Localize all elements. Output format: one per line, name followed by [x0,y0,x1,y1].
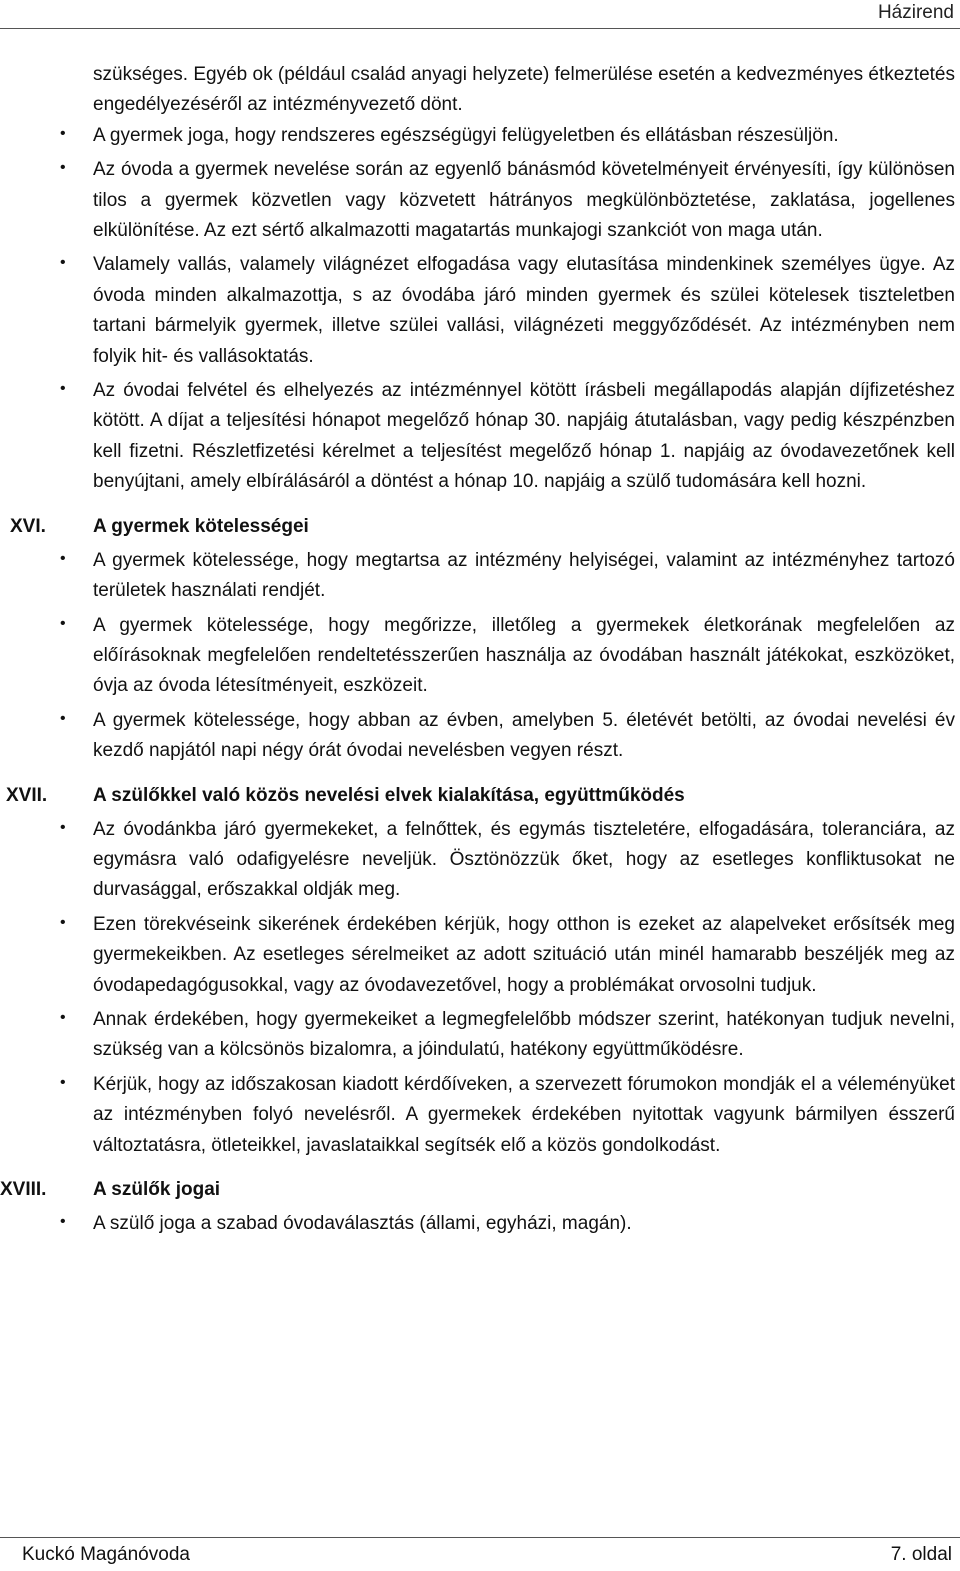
section-heading [10,512,955,542]
list-item-text: Az óvodai felvétel és elhelyezés az intézménnyel kötött írásbeli megállapodás alapján díjfizetéshez kötött. A díjat a teljesítési hónapot megelőző hónap 30. napjáig átutalásban, vagy pedig készpénzben kell fizetni. Részletfizetési kérelmet a teljesítést megelőző hónap 1. napjáig az óvodavezetőnek kell benyújtani, amely elbírálásáról a döntést a hónap 10. napjáig a szülő tudomására kell hozni. [93,380,955,493]
list-item [60,250,955,372]
list-item [60,121,955,151]
section-heading [6,781,955,811]
list-item [60,155,955,246]
intro-paragraph: szükséges. Egyéb ok (például család anyagi helyzete) felmerülése esetén a kedvezményes étkeztetés engedélyezéséről az intézményvezető dönt. [93,64,955,116]
document-body [0,60,955,1243]
list-item-text: Az óvoda a gyermek nevelése során az egyenlő bánásmód követelményeit érvényesíti, így különösen tilos a gyermek közvetlen vagy közvetett hátrányos megkülönböztetése, zaklatása, jogellenes elkülönítése. Az ezt sértő alkalmazotti magatartás munkajogi szankciót von maga után. [93,159,955,242]
list-item [60,1005,955,1066]
bullet-icon: • [60,254,66,272]
bullet-icon: • [60,124,66,142]
section-title: A gyermek kötelességei [93,515,309,537]
bullet-icon: • [60,549,66,567]
bullet-icon: • [60,818,66,836]
list-item-text: Annak érdekében, hogy gyermekeiket a legmegfelelőbb módszer szerint, hatékonyan tudjuk nevelni, szükség van a kölcsönös bizalomra, a jóindulatú, hatékony együttműködésre. [93,1008,955,1061]
list-item-text: Az óvodánkba járó gyermekeket, a felnőttek, és egymás tiszteletére, elfogadására, toleranciára, az egymásra való odafigyelésre neveljük. Ösztönözzük őket, hogy az esetleges konfliktusokat ne durvasággal, erőszakkal oldják meg. [93,818,955,901]
section-xviii [0,1175,955,1239]
list-item-text: A gyermek joga, hogy rendszeres egészségügyi felügyeletben és ellátásban részesüljön. [93,124,839,146]
list-item-text: A gyermek kötelessége, hogy megtartsa az intézmény helyiségei, valamint az intézményhez tartozó területek használati rendjét. [93,549,955,602]
footer-institution-name: Kuckó Magánóvoda [22,1544,190,1565]
section-title: A szülők jogai [93,1179,221,1200]
list-item [60,815,955,906]
list-item-text: A szülő joga a szabad óvodaválasztás (állami, egyházi, magán). [93,1213,632,1234]
footer-page-number: 7. oldal [890,1544,952,1565]
bullet-icon: • [60,1008,66,1026]
list-item [60,1209,955,1239]
header-divider [0,28,960,29]
section-xvi [10,512,955,767]
section-heading [0,1175,955,1205]
list-item [60,611,955,702]
section-xvii [6,781,955,1161]
list-item [60,376,955,498]
section-number: XVI. [10,515,46,537]
page-header-title: Házirend [877,2,954,23]
bullet-icon: • [60,1213,66,1230]
bullet-icon: • [60,709,66,727]
section-title: A szülőkkel való közös nevelési elvek kialakítása, együttműködés [93,784,685,806]
bullet-icon: • [60,159,66,177]
list-item-text: A gyermek kötelessége, hogy abban az évben, amelyben 5. életévét betölti, az óvodai nevelési év kezdő napjától napi négy órát óvodai nevelésben vegyen részt. [93,709,955,762]
section-number: XVIII. [0,1179,47,1200]
list-item [60,546,955,607]
list-item-text: Kérjük, hogy az időszakosan kiadott kérdőíveken, a szervezett fórumokon mondják el a véleményüket az intézményben folyó nevelésről. A gyermekek érdekében nyitottak vagyunk bármilyen ésszerű változtatásra, ötleteikkel, javaslataikkal segítsék elő a közös gondolkodást. [93,1073,955,1156]
list-item-text: A gyermek kötelessége, hogy megőrizze, illetőleg a gyermekek életkorának megfelelően az előírásoknak megfelelően rendeltetésszerűen használja az óvodában használt játékokat, eszközöket, óvja az óvoda létesítményeit, eszközeit. [93,614,955,697]
list-item [60,910,955,1001]
list-item [60,1070,955,1161]
list-item-text: Valamely vallás, valamely világnézet elfogadása vagy elutasítása mindenkinek személyes ügye. Az óvoda minden alkalmazottja, s az óvodába járó minden gyermek és szülei kötelesek tiszteletben tartani bármelyik gyermek, illetve szülei vallási, világnézeti meggyőződését. Az intézményben nem folyik hit- és vallásoktatás. [93,254,955,367]
bullet-icon: • [60,614,66,632]
bullet-icon: • [60,380,66,398]
list-item-text: Ezen törekvéseink sikerének érdekében kérjük, hogy otthon is ezeket az alapelveket erősítsék meg gyermekeikben. Az esetleges sérelmeiket az adott szituáció után minél hamarabb beszéljék meg az óvodapedagógusokkal, vagy az óvodavezetővel, hogy a problémákat orvosolni tudjuk. [93,913,955,996]
section-15-list [60,121,955,498]
bullet-icon: • [60,1073,66,1091]
bullet-icon: • [60,913,66,931]
section-number: XVII. [6,784,48,806]
list-item [60,706,955,767]
footer-divider [0,1537,960,1538]
